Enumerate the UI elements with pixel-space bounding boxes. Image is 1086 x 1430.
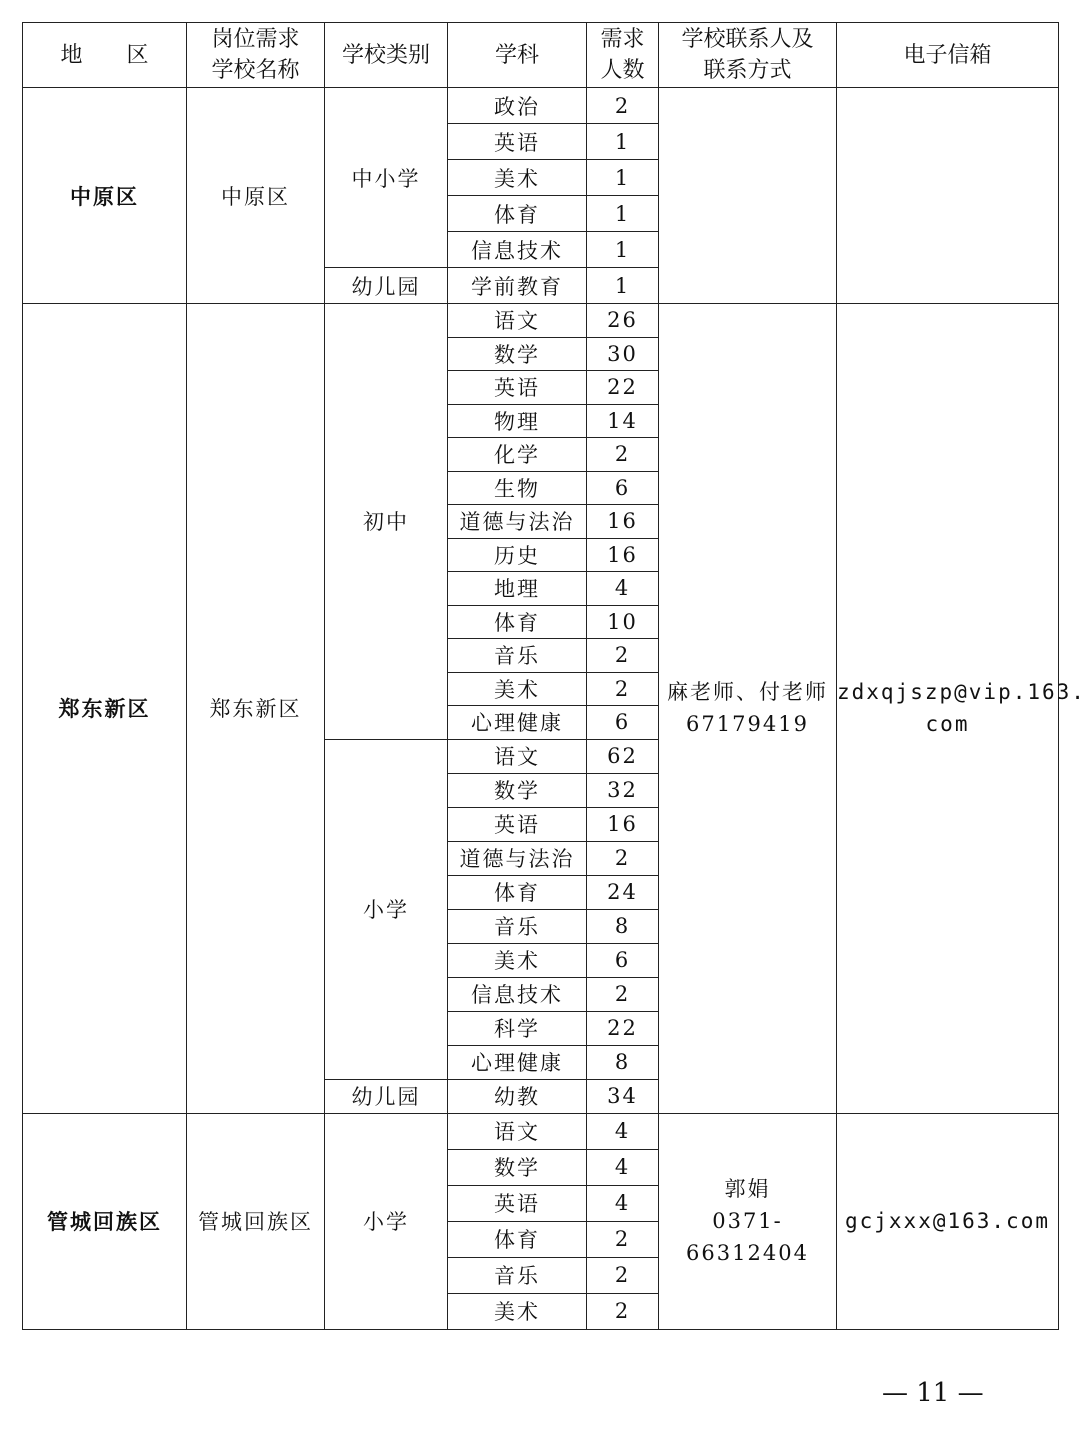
contact-name: 麻老师、付老师: [667, 680, 828, 705]
count-cell: 8: [587, 1045, 659, 1079]
count-cell: 2: [587, 672, 659, 706]
section-zhengdong: [23, 304, 1086, 1114]
header-contact-line2: 联系方式: [703, 58, 792, 83]
contact-cell: [659, 88, 837, 304]
school-type-cell: 初中: [325, 304, 448, 740]
count-cell: 4: [587, 572, 659, 606]
section-zhongyuan: [23, 88, 1059, 304]
district-cell: 郑东新区: [23, 304, 187, 1114]
count-cell: 4: [587, 1149, 659, 1185]
count-cell: 2: [587, 1293, 659, 1329]
count-cell: 16: [587, 505, 659, 539]
count-cell: 62: [587, 739, 659, 773]
subject-cell: 英语: [448, 371, 587, 405]
count-cell: 34: [587, 1079, 659, 1113]
subject-cell: 美术: [448, 1293, 587, 1329]
subject-cell: 物理: [448, 404, 587, 438]
email-line2: com: [925, 712, 970, 737]
count-cell: 32: [587, 773, 659, 807]
count-cell: 6: [587, 706, 659, 740]
subject-cell: 信息技术: [448, 977, 587, 1011]
count-cell: 1: [587, 160, 659, 196]
count-cell: 6: [587, 471, 659, 505]
count-cell: 2: [587, 88, 659, 124]
subject-cell: 音乐: [448, 1257, 587, 1293]
subject-cell: 体育: [448, 875, 587, 909]
subject-cell: 美术: [448, 160, 587, 196]
recruitment-table: [22, 22, 1086, 1330]
count-cell: 2: [587, 438, 659, 472]
header-email: 电子信箱: [837, 23, 1059, 88]
subject-cell: 美术: [448, 943, 587, 977]
count-cell: 26: [587, 304, 659, 338]
contact-cell: [659, 304, 837, 1114]
subject-cell: 体育: [448, 605, 587, 639]
count-cell: 22: [587, 371, 659, 405]
subject-cell: 幼教: [448, 1079, 587, 1113]
count-cell: 16: [587, 538, 659, 572]
subject-cell: 语文: [448, 304, 587, 338]
subject-cell: 信息技术: [448, 232, 587, 268]
district-cell: 管城回族区: [23, 1113, 187, 1329]
subject-cell: 政治: [448, 88, 587, 124]
school-cell: 管城回族区: [187, 1113, 325, 1329]
contact-cell: [659, 1113, 837, 1329]
subject-cell: 英语: [448, 124, 587, 160]
count-cell: 1: [587, 196, 659, 232]
subject-cell: 音乐: [448, 639, 587, 673]
district-cell: 中原区: [23, 88, 187, 304]
contact-name: 郭娟: [724, 1177, 771, 1201]
header-school-line2: 学校名称: [211, 58, 300, 83]
subject-cell: 化学: [448, 438, 587, 472]
subject-cell: 语文: [448, 739, 587, 773]
count-cell: 1: [587, 268, 659, 304]
email-cell: [837, 88, 1059, 304]
header-contact: [659, 23, 837, 88]
subject-cell: 英语: [448, 1185, 587, 1221]
header-school-line1: 岗位需求: [211, 27, 300, 52]
count-cell: 4: [587, 1113, 659, 1149]
email-cell: [837, 304, 1086, 1114]
count-cell: 8: [587, 909, 659, 943]
count-cell: 16: [587, 807, 659, 841]
subject-cell: 英语: [448, 807, 587, 841]
count-cell: 10: [587, 605, 659, 639]
count-cell: 30: [587, 337, 659, 371]
count-cell: 2: [587, 1257, 659, 1293]
count-cell: 2: [587, 1221, 659, 1257]
subject-cell: 道德与法治: [448, 505, 587, 539]
school-type-cell: 小学: [325, 1113, 448, 1329]
school-type-cell: 中小学: [325, 88, 448, 268]
school-type-cell: 小学: [325, 739, 448, 1079]
subject-cell: 体育: [448, 196, 587, 232]
count-cell: 24: [587, 875, 659, 909]
subject-cell: 地理: [448, 572, 587, 606]
count-cell: 4: [587, 1185, 659, 1221]
table-row: [23, 1113, 1059, 1149]
subject-cell: 科学: [448, 1011, 587, 1045]
count-cell: 2: [587, 977, 659, 1011]
subject-cell: 数学: [448, 337, 587, 371]
header-school: [187, 23, 325, 88]
email-line1: zdxqjszp@vip.163.: [837, 680, 1086, 705]
subject-cell: 历史: [448, 538, 587, 572]
page-number: — 11 —: [882, 1378, 984, 1408]
header-district: 地 区: [23, 23, 187, 88]
table-row: [23, 88, 1059, 124]
email-cell: gcjxxx@163.com: [837, 1113, 1059, 1329]
count-cell: 22: [587, 1011, 659, 1045]
header-count-line1: 需求: [600, 27, 645, 52]
header-count: [587, 23, 659, 88]
count-cell: 1: [587, 232, 659, 268]
school-type-cell: 幼儿园: [325, 268, 448, 304]
header-count-line2: 人数: [600, 58, 645, 83]
header-row: [23, 23, 1059, 88]
subject-cell: 数学: [448, 1149, 587, 1185]
subject-cell: 音乐: [448, 909, 587, 943]
contact-phone: 0371-66312404: [686, 1209, 809, 1265]
subject-cell: 体育: [448, 1221, 587, 1257]
table-row: [23, 304, 1059, 338]
subject-cell: 心理健康: [448, 1045, 587, 1079]
section-guancheng: [23, 1113, 1059, 1329]
header-type: 学校类别: [325, 23, 448, 88]
header-contact-line1: 学校联系人及: [681, 27, 814, 52]
count-cell: 6: [587, 943, 659, 977]
count-cell: 14: [587, 404, 659, 438]
school-type-cell: 幼儿园: [325, 1079, 448, 1113]
count-cell: 2: [587, 639, 659, 673]
subject-cell: 学前教育: [448, 268, 587, 304]
subject-cell: 生物: [448, 471, 587, 505]
subject-cell: 道德与法治: [448, 841, 587, 875]
count-cell: 2: [587, 841, 659, 875]
header-subject: 学科: [448, 23, 587, 88]
subject-cell: 语文: [448, 1113, 587, 1149]
school-cell: 中原区: [187, 88, 325, 304]
count-cell: 1: [587, 124, 659, 160]
school-cell: 郑东新区: [187, 304, 325, 1114]
subject-cell: 数学: [448, 773, 587, 807]
contact-phone: 67179419: [686, 712, 809, 737]
subject-cell: 心理健康: [448, 706, 587, 740]
subject-cell: 美术: [448, 672, 587, 706]
